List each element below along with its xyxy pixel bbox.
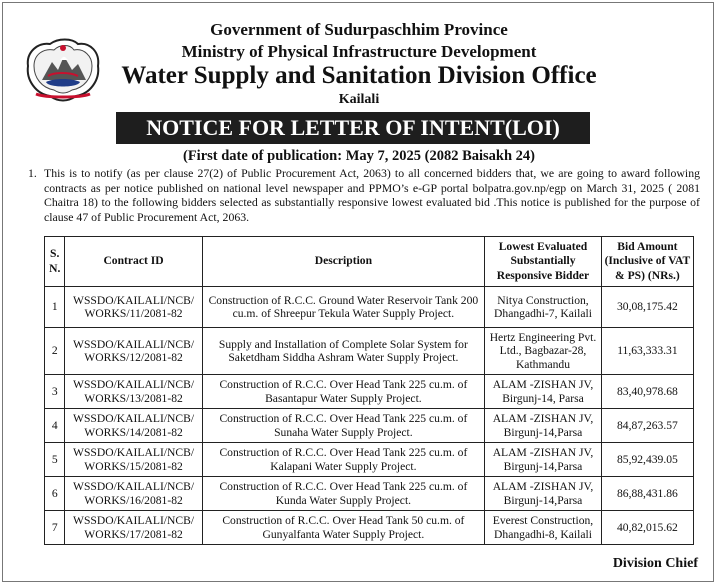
row-description: Construction of R.C.C. Over Head Tank 225 cu.m. of Basantapur Water Supply Project. xyxy=(202,375,485,409)
row-description: Construction of R.C.C. Over Head Tank 225 cu.m. of Sunaha Water Supply Project. xyxy=(202,409,485,443)
row-description: Supply and Installation of Complete Solar System for Saketdham Siddha Ashram Water Supply Project. xyxy=(202,328,485,375)
row-description: Construction of R.C.C. Over Head Tank 225 cu.m. of Kunda Water Supply Project. xyxy=(202,477,485,511)
row-bidder: ALAM -ZISHAN JV, Birgunj-14,Parsa xyxy=(485,409,602,443)
ministry-title: Ministry of Physical Infrastructure Development xyxy=(181,42,537,61)
row-bidder: Nitya Construction, Dhangadhi-7, Kailali xyxy=(485,287,602,328)
row-bid-amount: 86,88,431.86 xyxy=(601,477,693,511)
row-bidder: Hertz Engineering Pvt. Ltd., Bagbazar-28, Kathmandu xyxy=(485,328,602,375)
notice-paragraph xyxy=(28,166,700,225)
row-bidder: ALAM -ZISHAN JV, Birgunj-14,Parsa xyxy=(485,477,602,511)
notice-banner: NOTICE FOR LETTER OF INTENT(LOI) xyxy=(116,112,590,144)
row-description: Construction of R.C.C. Ground Water Reservoir Tank 200 cu.m. of Shreepur Tekula Water Supply Project. xyxy=(202,287,485,328)
row-sn: 7 xyxy=(45,511,65,545)
header-contract-id: Contract ID xyxy=(65,237,202,287)
row-bid-amount: 84,87,263.57 xyxy=(601,409,693,443)
row-bid-amount: 11,63,333.31 xyxy=(601,328,693,375)
row-sn: 6 xyxy=(45,477,65,511)
office-title: Water Supply and Sanitation Division Office xyxy=(121,62,597,89)
row-contract-id: WSSDO/KAILALI/NCB/ WORKS/12/2081-82 xyxy=(65,328,202,375)
row-description: Construction of R.C.C. Over Head Tank 50 cu.m. of Gunyalfanta Water Supply Project. xyxy=(202,511,485,545)
contract-award-table xyxy=(44,236,694,545)
table-row xyxy=(45,375,694,409)
row-description: Construction of R.C.C. Over Head Tank 225 cu.m. of Kalapani Water Supply Project. xyxy=(202,443,485,477)
district-label: Kailali xyxy=(338,92,380,107)
row-contract-id: WSSDO/KAILALI/NCB/ WORKS/15/2081-82 xyxy=(65,443,202,477)
table-row xyxy=(45,443,694,477)
row-bidder: ALAM -ZISHAN JV, Birgunj-14, Parsa xyxy=(485,375,602,409)
table-row xyxy=(45,511,694,545)
row-contract-id: WSSDO/KAILALI/NCB/ WORKS/16/2081-82 xyxy=(65,477,202,511)
government-title: Government of Sudurpaschhim Province xyxy=(210,20,508,39)
table-header-row xyxy=(45,237,694,287)
row-sn: 4 xyxy=(45,409,65,443)
row-bid-amount: 30,08,175.42 xyxy=(601,287,693,328)
header-description: Description xyxy=(202,237,485,287)
header-bidder: Lowest Evaluated Substantially Responsive Bidder xyxy=(485,237,602,287)
notice-number: 1. xyxy=(28,166,37,180)
row-bidder: Everest Construction, Dhangadhi-8, Kailali xyxy=(485,511,602,545)
row-bid-amount: 85,92,439.05 xyxy=(601,443,693,477)
publication-date: (First date of publication: May 7, 2025 (2082 Baisakh 24) xyxy=(182,148,536,164)
row-sn: 3 xyxy=(45,375,65,409)
row-sn: 5 xyxy=(45,443,65,477)
row-sn: 2 xyxy=(45,328,65,375)
row-bid-amount: 40,82,015.62 xyxy=(601,511,693,545)
row-bidder: ALAM -ZISHAN JV, Birgunj-14,Parsa xyxy=(485,443,602,477)
notice-text: This is to notify (as per clause 27(2) of Public Procurement Act, 2063) to all concerned bidders that, we are going to award following contracts as per notice published on national level newspaper and PPMO’s e-GP portal bolpatra.gov.np/egp on March 31, 2025 ( 2081 Chaitra 18) to the following bidders selected as substantially responsive lowest evaluated bid .This notice is published for the purpose of clause 47 of Public Procurement Act, 2063. xyxy=(44,166,700,225)
row-sn: 1 xyxy=(45,287,65,328)
table-row xyxy=(45,477,694,511)
row-bid-amount: 83,40,978.68 xyxy=(601,375,693,409)
table-row xyxy=(45,409,694,443)
table-row xyxy=(45,287,694,328)
row-contract-id: WSSDO/KAILALI/NCB/ WORKS/14/2081-82 xyxy=(65,409,202,443)
header-sn: S. N. xyxy=(45,237,65,287)
row-contract-id: WSSDO/KAILALI/NCB/ WORKS/11/2081-82 xyxy=(65,287,202,328)
row-contract-id: WSSDO/KAILALI/NCB/ WORKS/17/2081-82 xyxy=(65,511,202,545)
signatory: Division Chief xyxy=(612,556,698,571)
row-contract-id: WSSDO/KAILALI/NCB/ WORKS/13/2081-82 xyxy=(65,375,202,409)
table-row xyxy=(45,328,694,375)
header-bid-amount: Bid Amount (Inclusive of VAT & PS) (NRs.) xyxy=(601,237,693,287)
